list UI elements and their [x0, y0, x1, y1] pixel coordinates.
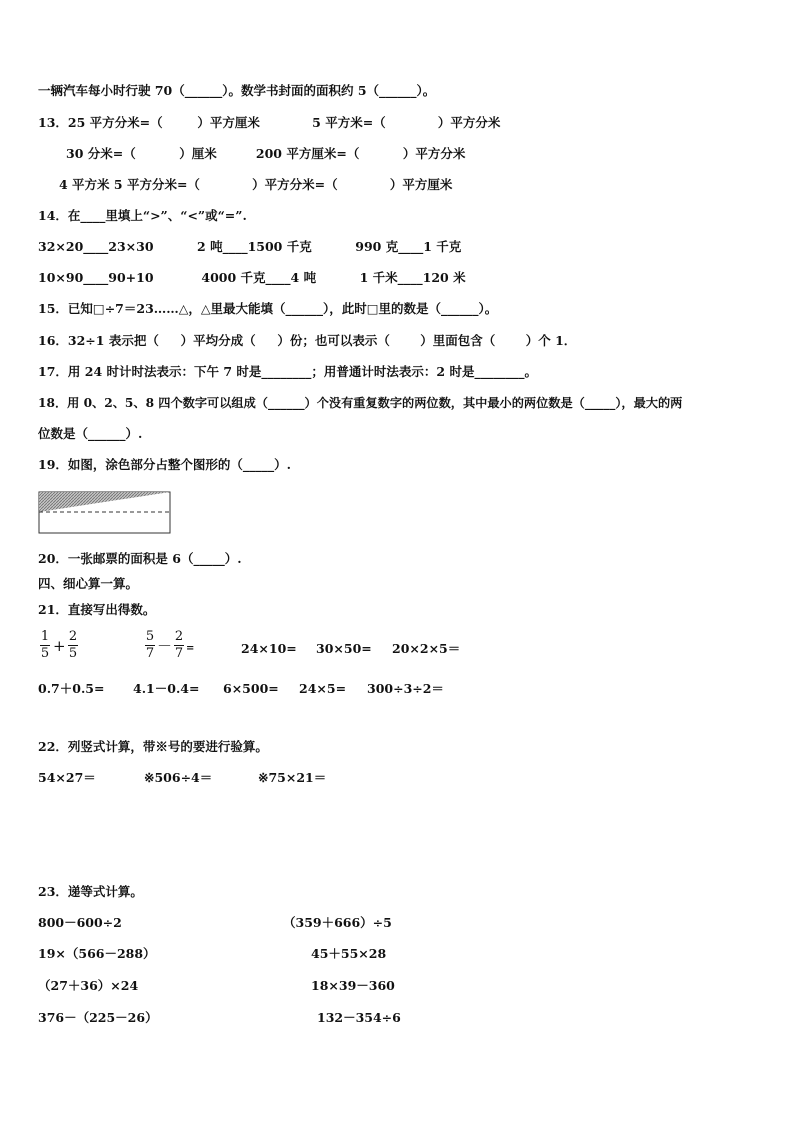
question-16: 16．32÷1 表示把（ ）平均分成（ ）份；也可以表示（ ）里面包含（ ）个 1． [38, 333, 577, 348]
question-19: 19．如图，涂色部分占整个图形的（_____）. [38, 457, 291, 472]
calc-75x21: ※75×21＝ [258, 770, 327, 785]
calc-132-354/6: 132－354÷6 [317, 1010, 401, 1025]
question-13-line-2: 30 分米=（ ）厘米 200 平方厘米=（ ）平方分米 [66, 146, 466, 161]
calc-800-600/2: 800－600÷2 [38, 915, 122, 930]
question-14-line-1: 32×20____23×30 2 吨____1500 千克 990 克____1 千克 [38, 239, 462, 254]
fraction-2-7 [173, 630, 185, 661]
calc-45+55x28: 45＋55×28 [311, 946, 387, 961]
calc-506/4: ※506÷4＝ [144, 770, 213, 785]
question-21: 21．直接写出得数。 [38, 602, 156, 617]
plus-sign: + [53, 637, 66, 655]
shaded-rectangle-figure [38, 491, 172, 538]
fraction-denominator: 7 [145, 646, 155, 661]
question-23: 23．递等式计算。 [38, 884, 143, 899]
calc-24x10: 24×10= [241, 641, 297, 656]
question-14-line-2: 10×90____90+10 4000 千克____4 吨 1 千米____120 米 [38, 270, 466, 285]
fraction-numerator: 5 [145, 629, 155, 644]
fraction-denominator: 7 [174, 646, 184, 661]
calc-376-(225-26): 376－（225－26） [38, 1010, 158, 1025]
question-13-line-1: 13．25 平方分米=（ ）平方厘米 5 平方米=（ ）平方分米 [38, 115, 501, 130]
line-12b: 一辆汽车每小时行驶 70（______）。数学书封面的面积约 5（______）。 [38, 83, 436, 98]
fraction-5-7 [144, 630, 156, 661]
calc-30x50: 30×50= [316, 641, 372, 656]
fraction-denominator: 5 [40, 646, 50, 661]
calc-(359+666)/5: （359＋666）÷5 [283, 915, 392, 930]
fraction-numerator: 2 [174, 629, 184, 644]
question-13-line-3: 4 平方米 5 平方分米=（ ）平方分米=（ ）平方厘米 [59, 177, 453, 192]
question-20: 20．一张邮票的面积是 6（_____）. [38, 551, 242, 566]
fraction-denominator: 5 [68, 646, 78, 661]
question-14: 14．在____里填上“>”、“<”或“=”. [38, 208, 247, 223]
calc-300/3/2: 300÷3÷2＝ [367, 681, 444, 696]
calc-0.7+0.5: 0.7＋0.5= [38, 681, 105, 696]
calc-20x2x5: 20×2×5＝ [392, 641, 461, 656]
question-18-line-1: 18．用 0、2、5、8 四个数字可以组成（______）个没有重复数字的两位数，其中最小的两位数是（_____），最大的两 [38, 396, 683, 410]
calc-24x5: 24×5= [299, 681, 347, 696]
calc-4.1-0.4: 4.1－0.4= [133, 681, 200, 696]
fraction-numerator: 2 [68, 629, 78, 644]
fraction-2-5 [67, 630, 79, 661]
question-17: 17．用 24 时计时法表示：下午 7 时是________；用普通计时法表示：2 时是________。 [38, 364, 537, 379]
question-22: 22．列竖式计算，带※号的要进行验算。 [38, 739, 268, 754]
calc-18x39-360: 18×39－360 [311, 978, 395, 993]
question-18-line-2: 位数是（______）. [38, 426, 143, 441]
calc-(27+36)x24: （27＋36）×24 [38, 978, 139, 993]
question-15: 15．已知□÷7＝23……△，△里最大能填（______），此时□里的数是（______）。 [38, 301, 498, 316]
fraction-numerator: 1 [40, 629, 50, 644]
minus-sign: － [157, 637, 173, 655]
calc-54x27: 54×27＝ [38, 770, 96, 785]
section-4-heading: 四、细心算一算。 [38, 576, 139, 591]
fraction-1-5 [39, 630, 51, 661]
calc-6x500: 6×500= [223, 681, 279, 696]
calc-19x(566-288): 19×（566－288） [38, 946, 156, 961]
equals-sign: = [186, 643, 195, 654]
